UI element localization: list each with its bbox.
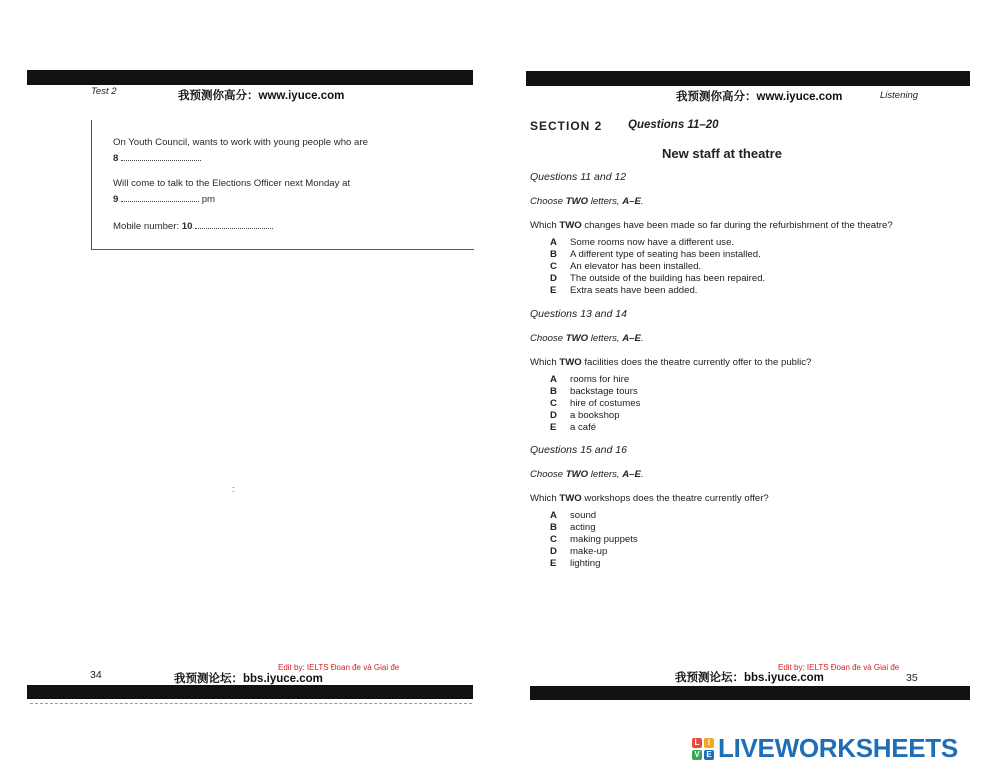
option-text: hire of costumes	[570, 398, 641, 409]
questions-range: Questions 11–20	[628, 119, 719, 131]
group-13-14-instruction	[530, 333, 644, 344]
question-bold: TWO	[559, 493, 582, 504]
instruction-text: Choose	[530, 196, 566, 207]
option-text: Some rooms now have a different use.	[570, 237, 735, 248]
option-text: Extra seats have been added.	[570, 285, 698, 296]
logo-text: LIVEWORKSHEETS	[718, 733, 958, 763]
question-text: Which	[530, 220, 560, 231]
option-letter: D	[550, 546, 557, 557]
option-text: A different type of seating has been installed.	[570, 249, 761, 260]
group-11-12-title: Questions 11 and 12	[530, 171, 627, 183]
group-15-16-title: Questions 15 and 16	[530, 444, 627, 456]
option-letter: B	[550, 386, 557, 397]
instruction-bold: TWO	[565, 333, 589, 344]
option-letter: A	[550, 510, 557, 521]
option-b[interactable]	[550, 522, 596, 533]
question-8-blank[interactable]	[121, 152, 201, 161]
section-title: SECTION 2	[530, 119, 603, 133]
option-e[interactable]	[550, 558, 600, 569]
option-a[interactable]	[550, 510, 596, 521]
right-bottom-bar	[530, 686, 970, 700]
option-text: rooms for hire	[570, 374, 630, 385]
left-top-bar	[27, 70, 473, 85]
option-letter: C	[550, 261, 557, 272]
group-11-12-instruction	[530, 196, 644, 207]
option-e[interactable]	[550, 285, 697, 296]
test-label: Test 2	[91, 86, 117, 97]
option-text: a café	[570, 422, 597, 433]
instruction-text: Choose	[530, 469, 566, 480]
question-text: facilities does the theatre currently offer to the public?	[581, 357, 812, 368]
option-d[interactable]	[550, 410, 620, 421]
option-text: An elevator has been installed.	[570, 261, 702, 272]
instruction-end: .	[640, 333, 644, 344]
group-15-16-instruction	[530, 469, 644, 480]
liveworksheets-logo[interactable]	[692, 733, 958, 764]
left-page-number: 34	[90, 669, 102, 681]
instruction-range: A–E	[622, 333, 641, 344]
option-a[interactable]	[550, 237, 734, 248]
option-c[interactable]	[550, 398, 640, 409]
option-letter: A	[550, 374, 557, 385]
option-c[interactable]	[550, 261, 701, 272]
form-box	[91, 120, 474, 250]
option-text: sound	[570, 510, 597, 521]
option-text: backstage tours	[570, 386, 638, 397]
option-b[interactable]	[550, 249, 761, 260]
question-bold: TWO	[559, 357, 582, 368]
stray-mark: :	[232, 484, 235, 495]
option-b[interactable]	[550, 386, 638, 397]
group-15-16-question	[530, 493, 769, 504]
instruction-end: .	[640, 469, 644, 480]
question-9-number: 9	[113, 194, 119, 205]
right-page-number: 35	[906, 672, 918, 684]
instruction-end: .	[640, 196, 644, 207]
option-d[interactable]	[550, 273, 765, 284]
option-letter: E	[550, 558, 557, 569]
question-text: changes have been made so far during the refurbishment of the theatre?	[581, 220, 893, 231]
option-e[interactable]	[550, 422, 596, 433]
question-8-row	[113, 152, 201, 164]
option-a[interactable]	[550, 374, 629, 385]
question-8-number: 8	[113, 153, 119, 164]
question-text: Which	[530, 357, 560, 368]
option-text: lighting	[570, 558, 601, 569]
question-9-suffix: pm	[201, 194, 216, 205]
option-letter: D	[550, 273, 557, 284]
left-bottom-bar	[27, 685, 473, 699]
section-label: Listening	[880, 90, 919, 101]
question-bold: TWO	[559, 220, 582, 231]
option-text: acting	[570, 522, 596, 533]
page-heading: New staff at theatre	[662, 146, 782, 161]
option-text: a bookshop	[570, 410, 620, 421]
mobile-row	[113, 220, 273, 232]
instruction-range: A–E	[622, 196, 641, 207]
question-10-blank[interactable]	[195, 220, 273, 229]
option-letter: D	[550, 410, 557, 421]
question-text: workshops does the theatre currently offer?	[581, 493, 769, 504]
instruction-bold: TWO	[565, 196, 589, 207]
option-text: making puppets	[570, 534, 638, 545]
logo-grid-icon	[692, 738, 714, 760]
option-text: make-up	[570, 546, 608, 557]
logo-grid-cell: E	[704, 750, 714, 760]
instruction-text: Choose	[530, 333, 566, 344]
logo-grid-cell: I	[704, 738, 714, 748]
group-13-14-title: Questions 13 and 14	[530, 308, 627, 320]
right-site-header: 我预测你高分：www.iyuce.com	[676, 91, 843, 103]
logo-grid-cell: V	[692, 750, 702, 760]
question-9-blank[interactable]	[121, 193, 199, 202]
option-letter: C	[550, 398, 557, 409]
question-9-row	[113, 193, 215, 205]
instruction-text: letters,	[588, 196, 623, 207]
instruction-range: A–E	[622, 469, 641, 480]
right-edit-note: Edit by: IELTS Đoan đe và Giai đe	[778, 663, 900, 672]
box-line-2: Will come to talk to the Elections Officer next Monday at	[113, 178, 351, 189]
instruction-text: letters,	[588, 469, 623, 480]
option-letter: B	[550, 522, 557, 533]
box-line-1: On Youth Council, wants to work with young people who are	[113, 137, 368, 148]
option-text: The outside of the building has been repaired.	[570, 273, 766, 284]
group-13-14-question	[530, 357, 811, 368]
right-top-bar	[526, 71, 970, 86]
left-footer-site: 我预测论坛：bbs.iyuce.com	[174, 673, 323, 685]
left-site-header: 我预测你高分：www.iyuce.com	[178, 90, 345, 102]
option-letter: E	[550, 422, 557, 433]
option-letter: C	[550, 534, 557, 545]
instruction-bold: TWO	[565, 469, 589, 480]
option-letter: E	[550, 285, 557, 296]
instruction-text: letters,	[588, 333, 623, 344]
option-letter: B	[550, 249, 557, 260]
option-d[interactable]	[550, 546, 607, 557]
option-letter: A	[550, 237, 557, 248]
question-text: Which	[530, 493, 560, 504]
left-scan-edge	[30, 703, 472, 707]
logo-grid-cell: L	[692, 738, 702, 748]
group-11-12-question	[530, 220, 893, 231]
question-10-number: 10	[181, 221, 193, 232]
right-footer-site: 我预测论坛：bbs.iyuce.com	[675, 672, 824, 684]
mobile-label: Mobile number:	[113, 221, 180, 232]
option-c[interactable]	[550, 534, 638, 545]
left-edit-note: Edit by: IELTS Đoan đe và Giai đe	[278, 663, 400, 672]
